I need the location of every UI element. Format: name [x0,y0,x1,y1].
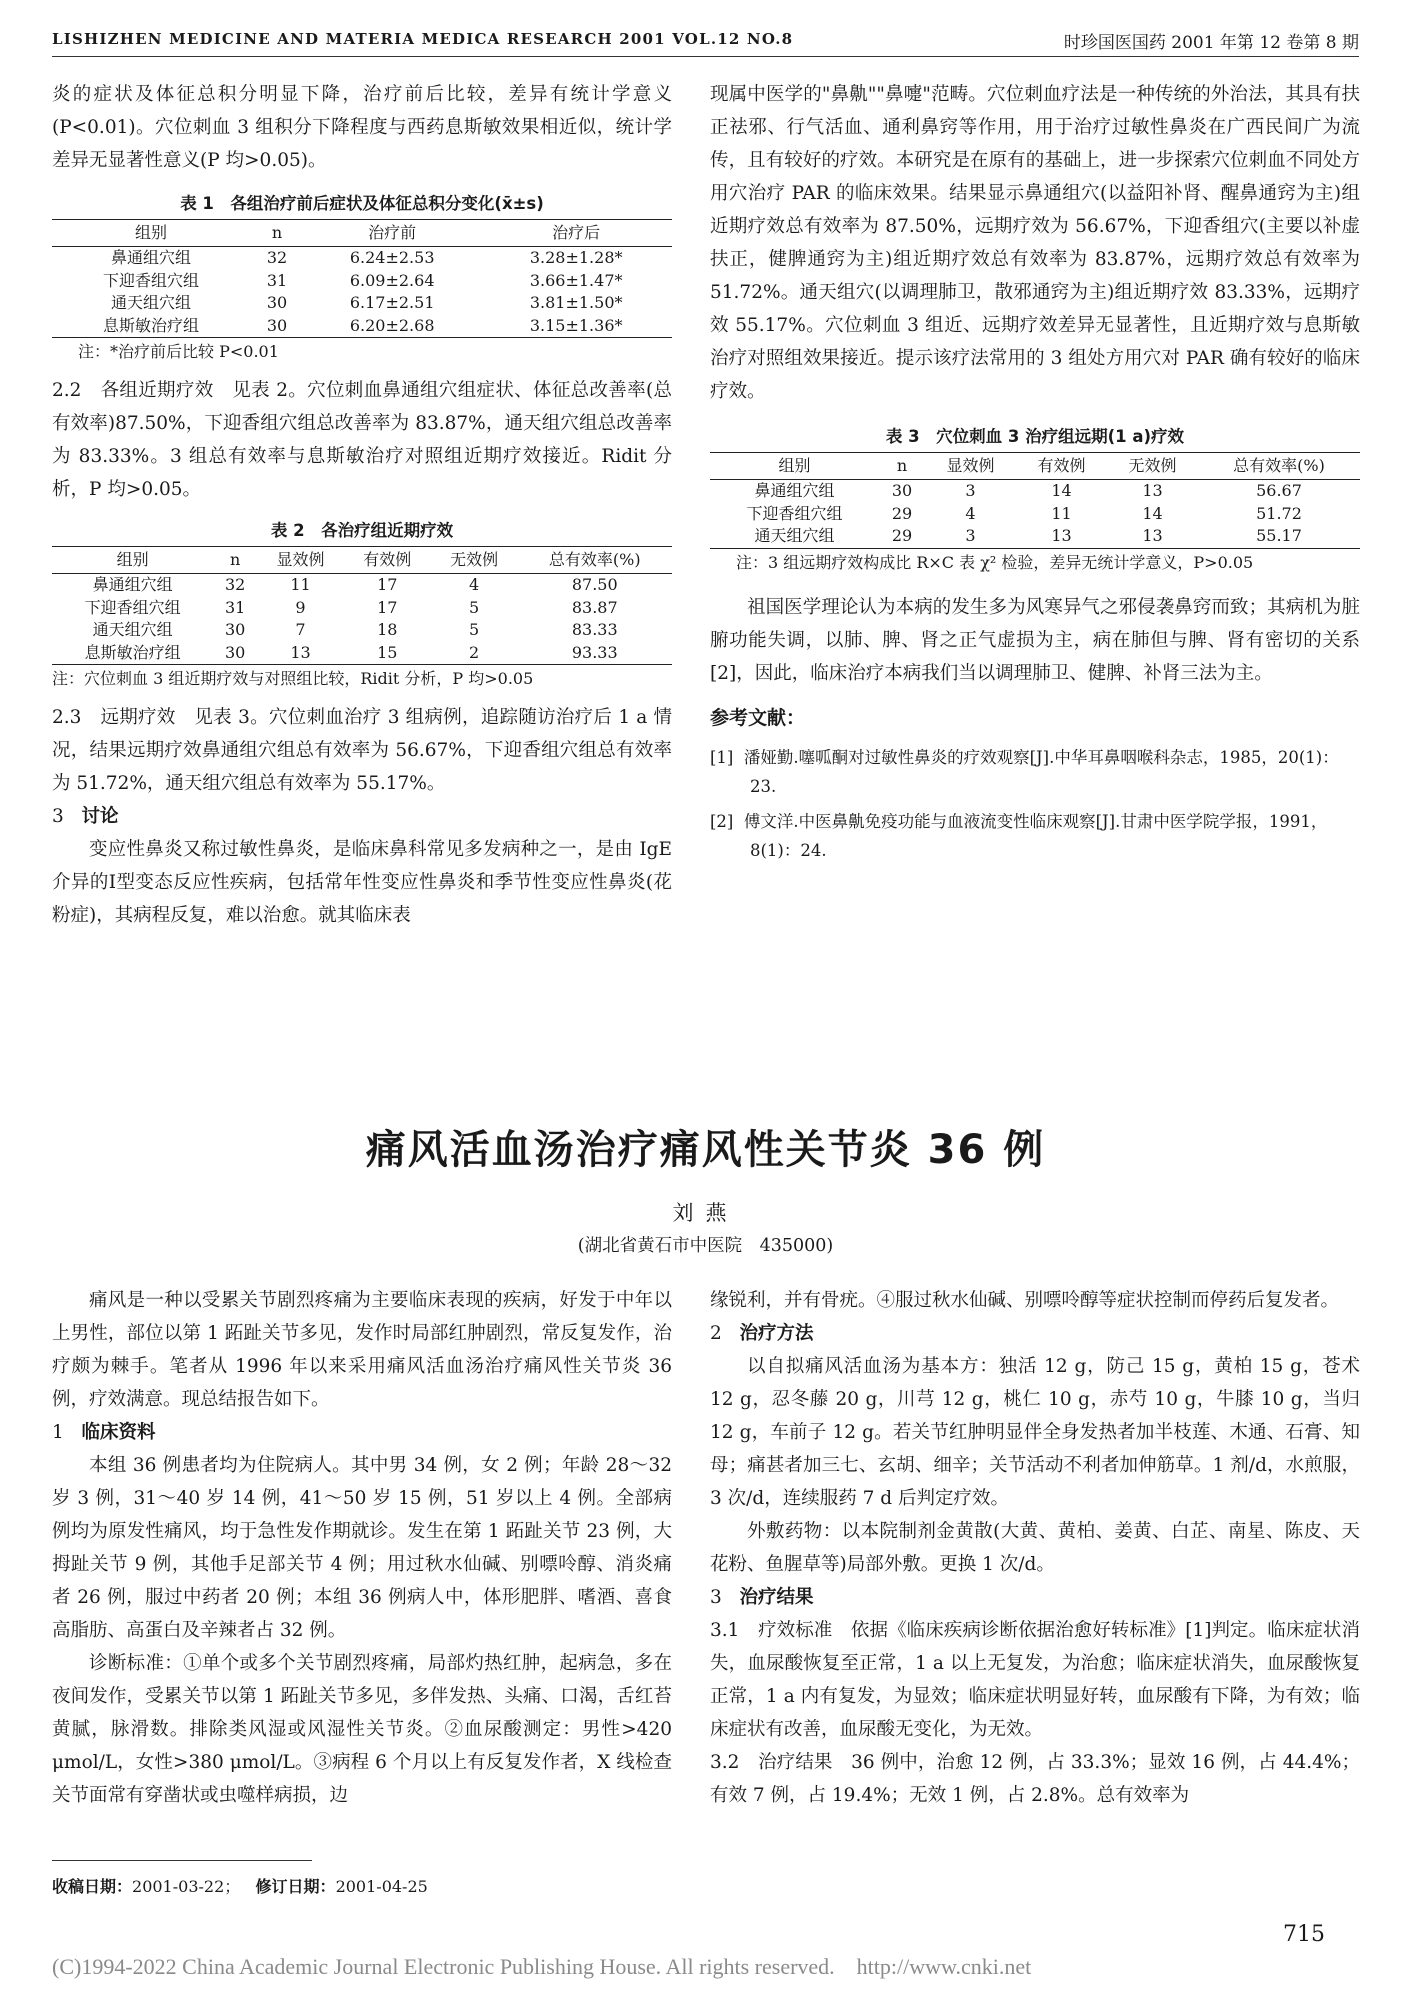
table-header: 有效例 [344,547,431,574]
page-number: 715 [1283,1922,1325,1947]
results-paragraph: 3.2 治疗结果 36 例中，治愈 12 例，占 33.3%；显效 16 例，占 44.4%；有效 7 例，占 19.4%；无效 1 例，占 2.8%。总有效率为 [710,1752,1360,1806]
table-row: 下迎香组穴组 31 6.09±2.64 3.66±1.47* [102,270,623,290]
table-3 [710,422,1360,577]
table-header: 治疗后 [480,220,672,247]
table-header: n [213,547,257,574]
article-author: 刘燕 [672,1201,739,1225]
journal-header-en: LISHIZHEN MEDICINE AND MATERIA MEDICA RESEARCH 2001 VOL.12 NO.8 [52,30,794,48]
section-number: 1 [52,1422,64,1443]
received-dates: 收稿日期：2001-03-22； 修订日期：2001-04-25 [52,1877,428,1896]
reference-list [710,743,1360,865]
table-header: 总有效率(%) [1198,453,1360,480]
discussion-continued: 现属中医学的"鼻鼽""鼻嚏"范畴。穴位刺血疗法是一种传统的外治法，其具有扶正祛邪、行气活血、通利鼻窍等作用，用于治疗过敏性鼻炎在广西民间广为流传，且有较好的疗效。本研究是在原有的基础上，进一步探索穴位刺血不同处方用穴治疗 PAR 的临床效果。结果显示鼻通组穴(以益阳补肾、醒鼻通窍为主)组近期疗效总有效率为 87.50%，远期疗效为 56.67%，下迎香组穴(主要以补虚扶正，健脾通窍为主)组近期疗效总有效率为 83.87%，远期疗效总有效率为 51.72%。通天组穴(以调理肺卫，散邪通窍为主)组近期疗效 83.33%，远期疗效 55.17%。穴位刺血 3 组近、远期疗效差异无显著性，且近期疗效与息斯敏治疗对照组效果接近。提示该疗法常用的 3 组处方用穴对 PAR 确有较好的临床疗效。 [710,84,1360,402]
bottom-left-column [52,1284,672,1812]
section-2-2: 2.2 各组近期疗效 见表 2。穴位刺血鼻通组穴组症状、体征总改善率(总有效率)87.50%，下迎香组穴组总改善率为 83.87%，通天组穴组总改善率为 83.33%。3 组总有效率与息斯敏治疗对照组近期疗效接近。Ridit 分析，P 均>0.05。 [52,380,672,500]
article-title: 痛风活血汤治疗痛风性关节炎 36 例 [365,1127,1046,1173]
table-1 [52,189,672,366]
table-header: 无效例 [431,547,518,574]
table-header: n [879,453,925,480]
criteria-paragraph: 3.1 疗效标准 依据《临床疾病诊断依据治愈好转标准》[1]判定。临床症状消失，血尿酸恢复至正常，1 a 以上无复发，为治愈；临床症状消失，血尿酸恢复正常，1 a 内有复发，为显效；临床症状明显好转，血尿酸有下降，为有效；临床症状有改善，血尿酸无变化，为无效。 [710,1620,1360,1740]
bottom-right-column [710,1284,1360,1812]
table-row: 鼻通组穴组 30 3 14 13 56.67 [754,481,1302,500]
table-2-grid [52,546,672,665]
external-medicine-paragraph: 外敷药物：以本院制剂金黄散(大黄、黄柏、姜黄、白芷、南星、陈皮、天花粉、鱼腥草等)局部外敷。更换 1 次/d。 [710,1521,1360,1575]
section-2-heading [710,1317,1360,1350]
results-paragraph: 炎的症状及体征总积分明显下降，治疗前后比较，差异有统计学意义(P<0.01)。穴位刺血 3 组积分下降程度与西药息斯敏效果相近似，统计学差异无显著性意义(P 均>0.05)。 [52,84,672,171]
discussion-paragraph: 变应性鼻炎又称过敏性鼻炎，是临床鼻科常见多发病种之一，是由 IgE 介异的Ⅰ型变态反应性疾病，包括常年性变应性鼻炎和季节性变应性鼻炎(花粉症)，其病程反复，难以治愈。就其临床表 [52,839,672,926]
table-header: 治疗前 [304,220,480,247]
table-1-caption: 表 1 各组治疗前后症状及体征总积分变化(x̄±s) [180,194,544,213]
table-row: 通天组穴组 30 7 18 5 83.33 [92,620,618,639]
table-header: 总有效率(%) [518,547,673,574]
journal-header-cn: 时珍国医国药 2001 年第 12 卷第 8 期 [1063,33,1359,53]
header-rule [52,56,1359,57]
table-header: 组别 [710,453,879,480]
table-row: 通天组穴组 30 6.17±2.51 3.81±1.50* [110,293,623,312]
reference-item: [2] 傅文洋.中医鼻鼽免疫功能与血液流变性临床观察[J].甘肃中医学院学报，1991，8(1)：24. [710,811,1328,860]
section-number: 2 [710,1323,722,1344]
section-title: 讨论 [81,806,119,827]
copyright-watermark: (C)1994-2022 China Academic Journal Electronic Publishing House. All rights reserved. http://www.cnki.net [52,1954,1032,1979]
table-header: 显效例 [925,453,1016,480]
table-3-caption: 表 3 穴位刺血 3 治疗组远期(1 a)疗效 [885,427,1185,446]
table-1-grid [52,219,672,338]
table-header: 显效例 [257,547,344,574]
tcm-theory-paragraph: 祖国医学理论认为本病的发生多为风寒异气之邪侵袭鼻窍而致；其病机为脏腑功能失调，以肺、脾、肾之正气虚损为主，病在肺但与脾、肾有密切的关系[2]，因此，临床治疗本病我们当以调理肺卫、健脾、补肾三法为主。 [710,596,1360,684]
table-row: 息斯敏治疗组 30 6.20±2.68 3.15±1.36* [52,315,672,338]
section-title: 临床资料 [81,1422,156,1443]
table-row: 鼻通组穴组 32 6.24±2.53 3.28±1.28* [110,248,623,267]
section-title: 治疗方法 [739,1323,814,1344]
section-3-heading [710,1581,1360,1614]
table-1-note: 注：*治疗前后比较 P<0.01 [78,342,279,361]
table-3-grid [710,452,1360,549]
clinical-data-paragraph: 本组 36 例患者均为住院病人。其中男 34 例，女 2 例；年龄 28～32 岁 3 例，31～40 岁 14 例，41～50 岁 15 例，51 岁以上 4 例。全部病例均为原发性痛风，均于急性发作期就诊。发生在第 1 跖趾关节 23 例，大拇趾关节 9 例，其他手足部关节 4 例；用过秋水仙碱、别嘌呤醇、消炎痛者 26 例，服过中药者 20 例；本组 36 例病人中，体形肥胖、嗜酒、喜食高脂肪、高蛋白及辛辣者占 32 例。 [52,1455,672,1641]
table-header: 无效例 [1107,453,1198,480]
section-1-heading [52,1416,672,1449]
top-right-column [710,78,1360,871]
diagnosis-continued: 缘锐利，并有骨疣。④服过秋水仙碱、别嘌呤醇等症状控制而停药后复发者。 [710,1290,1340,1311]
section-2-3: 2.3 远期疗效 见表 3。穴位刺血治疗 3 组病例，追踪随访治疗后 1 a 情况，结果远期疗效鼻通组穴组总有效率为 56.67%，下迎香组穴组总有效率为 51.72%，通天组穴组总有效率为 55.17%。 [52,707,672,794]
article-affiliation: (湖北省黄石市中医院 435000) [577,1236,834,1256]
table-row: 通天组穴组 29 3 13 13 55.17 [710,525,1360,548]
section-number: 3 [710,1587,722,1608]
table-3-note: 注：3 组远期疗效构成比 R×C 表 χ² 检验，差异无统计学意义，P>0.05 [736,552,1254,572]
table-row: 下迎香组穴组 29 4 11 14 51.72 [746,503,1302,523]
section-number: 3 [52,806,64,827]
diagnosis-paragraph: 诊断标准：①单个或多个关节剧烈疼痛，局部灼热红肿，起病急，多在夜间发作，受累关节以第 1 跖趾关节多见，多伴发热、头痛、口渴，舌红苔黄腻，脉滑数。排除类风湿或风湿性关节炎。②血尿酸测定：男性>420 μmol/L，女性>380 μmol/L。③病程 6 个月以上有反复发作者，X 线检查关节面常有穿凿状或虫噬样病损，边 [52,1653,672,1806]
section-3-heading [52,800,672,833]
top-left-column [52,78,672,932]
intro-paragraph: 痛风是一种以受累关节剧烈疼痛为主要临床表现的疾病，好发于中年以上男性，部位以第 1 跖趾关节多见，发作时局部红肿剧烈，常反复发作，治疗颇为棘手。笔者从 1996 年以来采用痛风活血汤治疗痛风性关节炎 36 例，疗效满意。现总结报告如下。 [52,1290,672,1410]
table-2-note: 注：穴位刺血 3 组近期疗效与对照组比较，Ridit 分析，P 均>0.05 [52,669,534,688]
reference-item: [1] 潘娅勤.噻呱酮对过敏性鼻炎的疗效观察[J].中华耳鼻咽喉科杂志，1985，20(1)：23. [710,747,1339,796]
section-title: 治疗结果 [739,1587,814,1608]
table-header: 组别 [52,220,250,247]
table-header: 有效例 [1016,453,1107,480]
table-row: 息斯敏治疗组 30 13 15 2 93.33 [52,642,672,665]
table-header: 组别 [52,547,213,574]
table-2-caption: 表 2 各治疗组近期疗效 [270,521,454,540]
table-row: 下迎香组穴组 31 9 17 5 83.87 [84,597,618,617]
references-heading: 参考文献： [710,706,806,729]
footnote-rule [52,1860,312,1861]
table-header: n [250,220,304,247]
table-row: 鼻通组穴组 32 11 17 4 87.50 [92,575,618,594]
method-paragraph: 以自拟痛风活血汤为基本方：独活 12 g，防己 15 g，黄柏 15 g，苍术 12 g，忍冬藤 20 g，川芎 12 g，桃仁 10 g，赤芍 10 g，牛膝 10 g，当归 12 g，车前子 12 g。若关节红肿明显伴全身发热者加半枝莲、木通、石膏、知母；痛甚者加三七、玄胡、细辛；关节活动不利者加伸筋草。1 剂/d，水煎服，3 次/d，连续服药 7 d 后判定疗效。 [710,1356,1360,1509]
table-2 [52,516,672,693]
